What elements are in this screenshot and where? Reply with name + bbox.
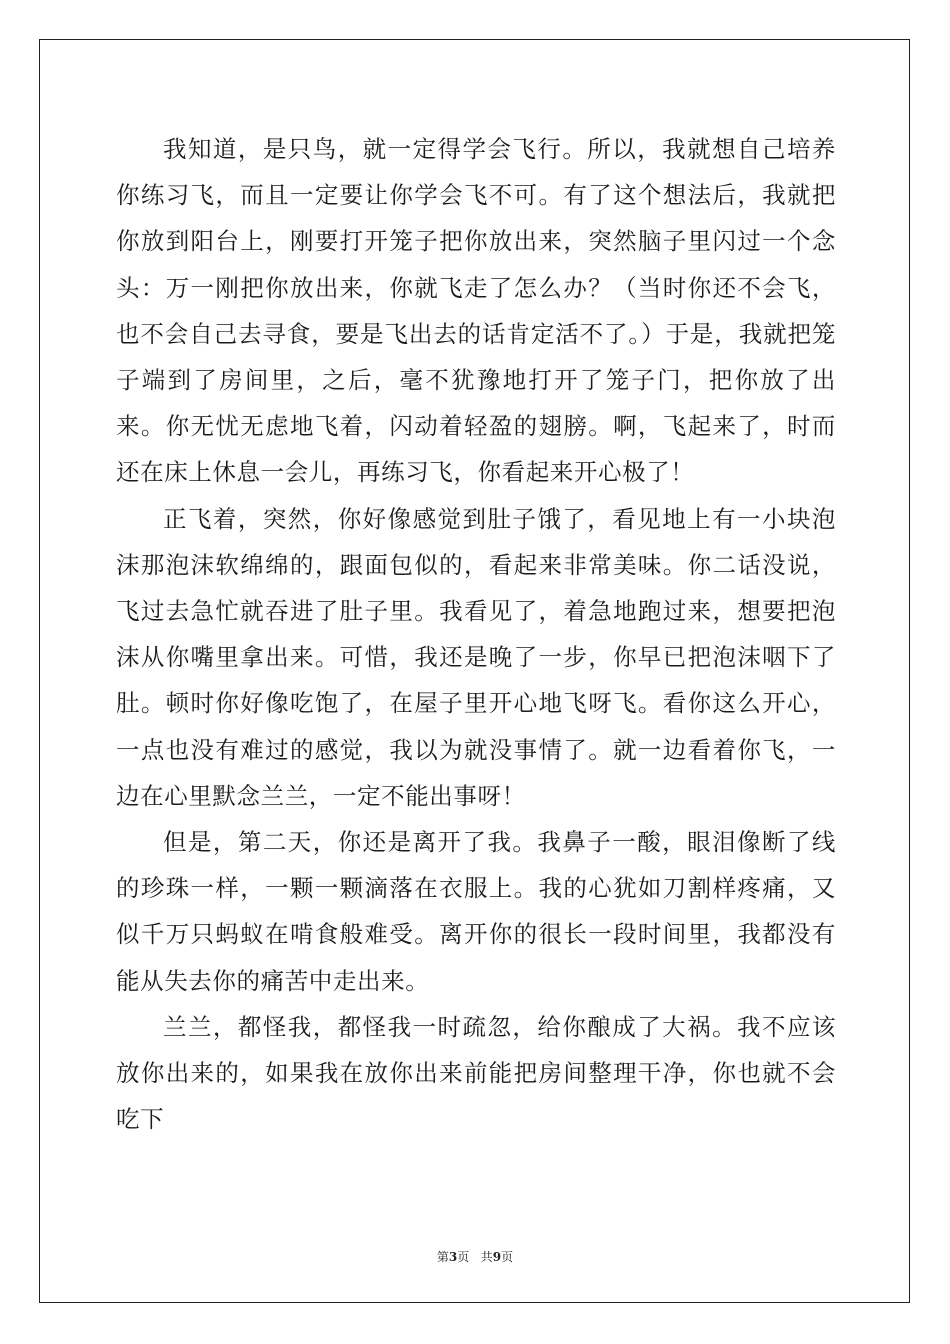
document-body [116,126,836,1142]
paragraph-3: 但是，第二天，你还是离开了我。我鼻子一酸，眼泪像断了线的珍珠一样，一颗一颗滴落在衣服上。我的心犹如刀割样疼痛，又似千万只蚂蚁在啃食般难受。离开你的很长一段时间里，我都没有能从失去你的痛苦中走出来。 [116,828,836,995]
total-suffix: 页 [501,1250,514,1264]
paragraph-4: 兰兰，都怪我，都怪我一时疏忽，给你酿成了大祸。我不应该放你出来的，如果我在放你出来前能把房间整理干净，你也就不会吃下 [116,1012,836,1134]
page-footer [0,1248,950,1265]
page-suffix: 页 [457,1250,470,1264]
current-page-number: 3 [448,1250,458,1264]
total-page-count: 9 [492,1250,502,1264]
paragraph-1: 我知道，是只鸟，就一定得学会飞行。所以，我就想自己培养你练习飞，而且一定要让你学会飞不可。有了这个想法后，我就把你放到阳台上，刚要打开笼子把你放出来，突然脑子里闪过一个念头：万一刚把你放出来，你就飞走了怎么办？（当时你还不会飞，也不会自己去寻食，要是飞出去的话肯定活不了。）于是，我就把笼子端到了房间里，之后，毫不犹豫地打开了笼子门，把你放了出来。你无忧无虑地飞着，闪动着轻盈的翅膀。啊，飞起来了，时而还在床上休息一会儿，再练习飞，你看起来开心极了！ [116,135,836,487]
paragraph-2: 正飞着，突然，你好像感觉到肚子饿了，看见地上有一小块泡沫那泡沫软绵绵的，跟面包似的，看起来非常美味。你二话没说，飞过去急忙就吞进了肚子里。我看见了，着急地跑过来，想要把泡沫从你嘴里拿出来。可惜，我还是晚了一步，你早已把泡沫咽下了肚。顿时你好像吃饱了，在屋子里开心地飞呀飞。看你这么开心，一点也没有难过的感觉，我以为就没事情了。就一边看着你飞，一边在心里默念兰兰，一定不能出事呀！ [116,504,836,810]
total-prefix: 共 [480,1250,493,1264]
page-prefix: 第 [436,1250,449,1264]
